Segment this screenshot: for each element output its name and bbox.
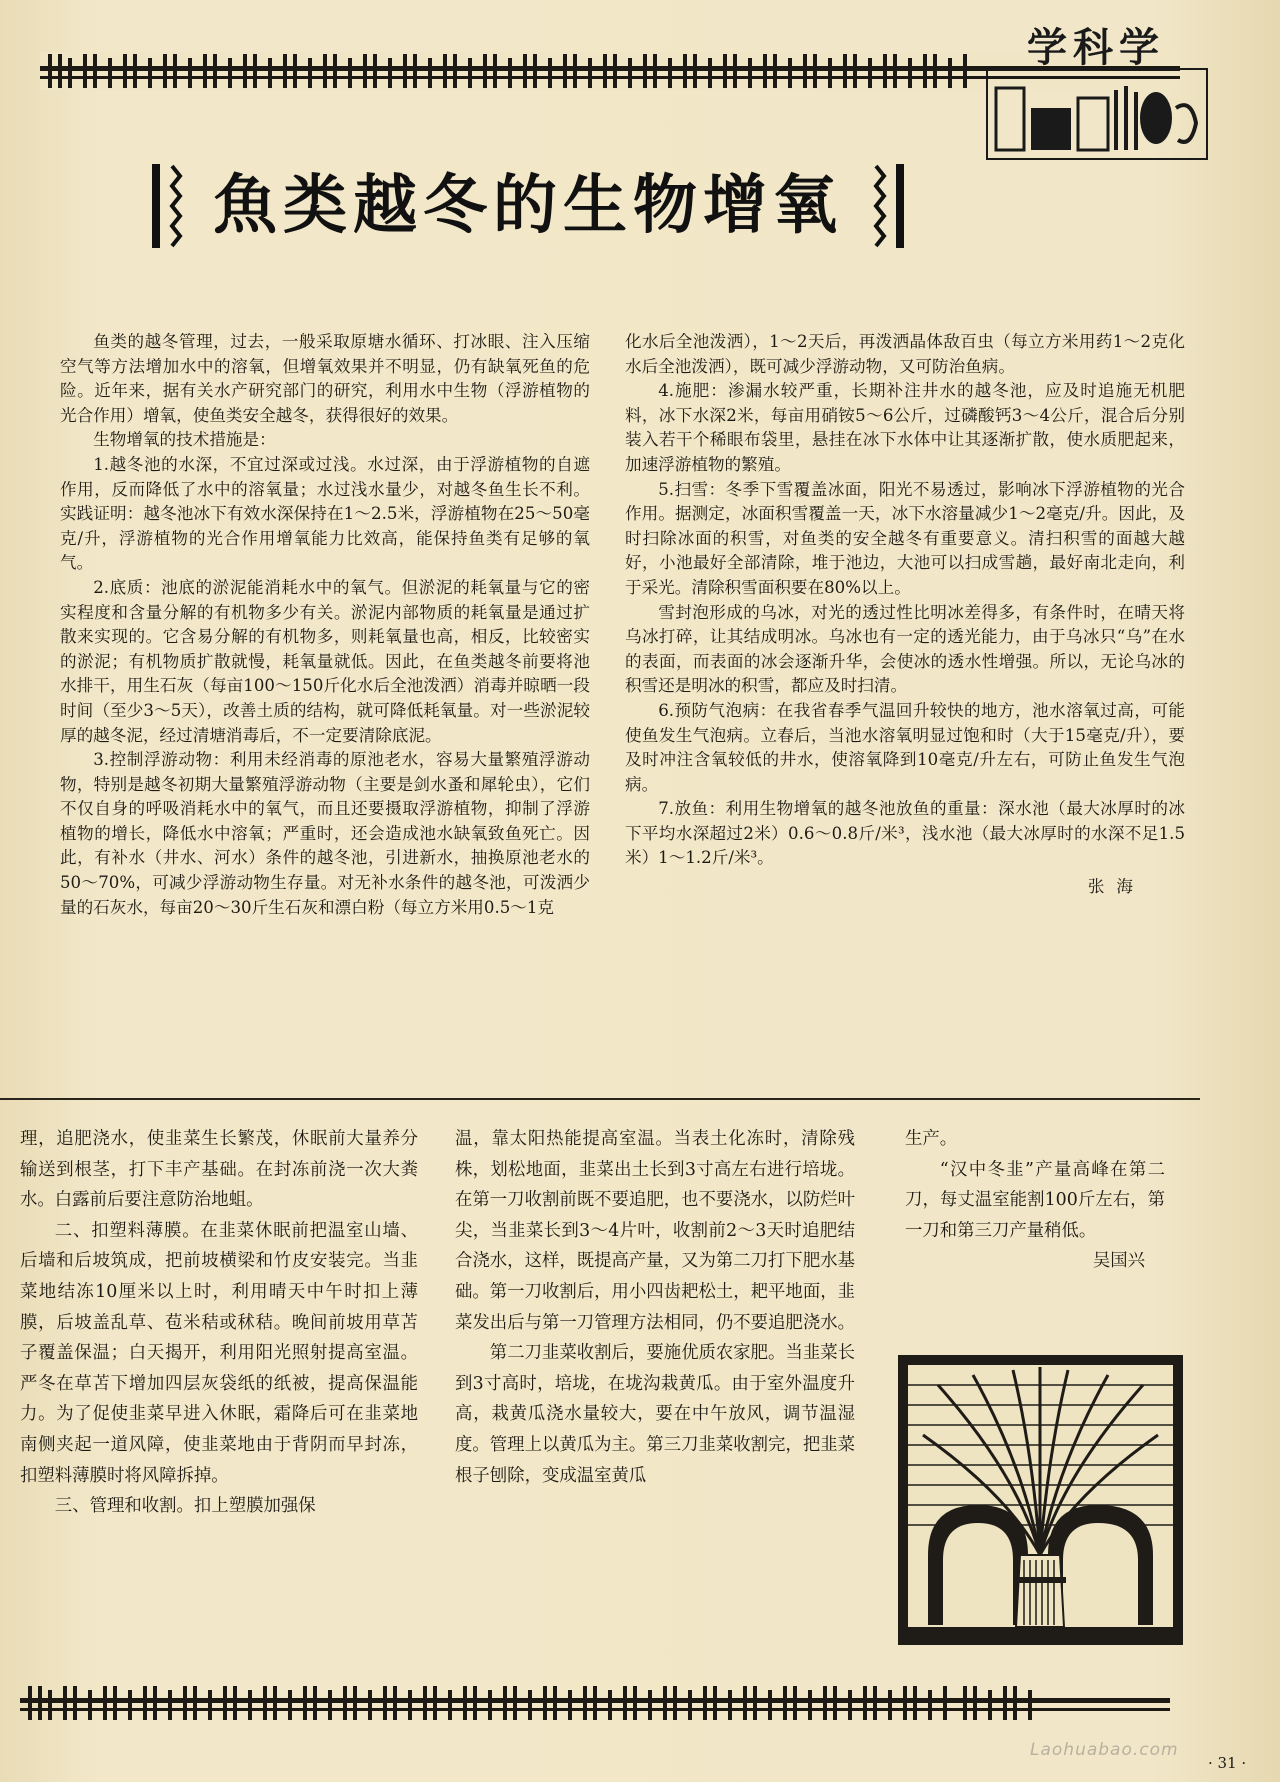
bottom-decorative-border bbox=[20, 1680, 1170, 1726]
section-divider bbox=[0, 1098, 1200, 1100]
article2-column-1 bbox=[20, 1124, 418, 1522]
paragraph: 6.预防气泡病：在我省春季气温回升较快的地方，池水溶氧过高，可能使鱼发生气泡病。立春后，当池水溶氧明显过饱和时（大于15毫克/升），要及时冲注含氧较低的井水，使溶氧降到10毫克/升左右，可防止鱼发生气泡病。 bbox=[625, 700, 1185, 794]
column-logo-illustration bbox=[986, 68, 1208, 160]
paragraph: 1.越冬池的水深，不宜过深或过浅。水过深，由于浮游植物的自遮作用，反而降低了水中的溶氧量；水过浅水量少，对越冬鱼生长不利。实践证明：越冬池冰下有效水深保持在1～2.5米，浮游植物在25～50毫克/升，浮游植物的光合作用增氧能力比效高，能保持鱼类有足够的氧气。 bbox=[60, 454, 590, 573]
watermark: Laohuabao.com bbox=[1030, 1740, 1179, 1760]
paragraph: 生产。 bbox=[905, 1129, 958, 1149]
paragraph: 温，靠太阳热能提高室温。当表土化冻时，清除残株，划松地面，韭菜出土长到3寸高左右进行培垅。在第一刀收割前既不要追肥，也不要浇水，以防烂叶尖，当韭菜长到3～4片叶，收割前2～3天时追肥结合浇水，这样，既提高产量，又为第二刀打下肥水基础。第一刀收割后，用小四齿耙松土，耙平地面，韭菜发出后与第一刀管理方法相同，仍不要追肥浇水。 bbox=[455, 1129, 855, 1333]
paragraph: 生物增氧的技术措施是： bbox=[93, 430, 276, 450]
page-number: · 31 · bbox=[1208, 1754, 1247, 1772]
paragraph: 鱼类的越冬管理，过去，一般采取原塘水循环、打冰眼、注入压缩空气等方法增加水中的溶氧，但增氧效果并不明显，仍有缺氧死鱼的危险。近年来，据有关水产研究部门的研究，利用水中生物（浮游植物的光合作用）增氧，使鱼类安全越冬，获得很好的效果。 bbox=[60, 332, 590, 425]
column-logo-title: 学科学 bbox=[1027, 24, 1165, 71]
headline-left-ornament bbox=[148, 162, 188, 250]
paragraph: 化水后全池泼洒），1～2天后，再泼洒晶体敌百虫（每立方米用药1～2克化水后全池泼洒），既可减少浮游动物，又可防治鱼病。 bbox=[625, 332, 1185, 376]
article1-right-column bbox=[625, 330, 1185, 900]
leek-bundle-illustration bbox=[898, 1355, 1183, 1645]
paragraph: 2.底质：池底的淤泥能消耗水中的氧气。但淤泥的耗氧量与它的密实程度和含量分解的有机物多少有关。淤泥内部物质的耗氧量是通过扩散来实现的。它含易分解的有机物多，则耗氧量也高，相反，比较密实的淤泥；有机物质扩散就慢，耗氧量就低。因此，在鱼类越冬前要将池水排干，用生石灰（每亩100～150斤化水后全池泼洒）消毒并晾晒一段时间（至少3～5天），改善土质的结构，就可降低耗氧量。对一些淤泥较厚的越冬泥，经过清塘消毒后，不一定要清除底泥。 bbox=[60, 577, 590, 745]
paragraph: 5.扫雪：冬季下雪覆盖冰面，阳光不易透过，影响冰下浮游植物的光合作用。据测定，冰面积雪覆盖一天，冰下水溶量减少1～2毫克/升。因此，及时扫除冰面的积雪，对鱼类的安全越冬有重要意义。清扫积雪的面越大越好，小池最好全部清除，堆于池边，大池可以扫成雪趟，最好南北走向，利于采光。清除积雪面积要在80%以上。 bbox=[625, 479, 1185, 597]
paragraph: 第二刀韭菜收割后，要施优质农家肥。当韭菜长到3寸高时，培垅，在垅沟栽黄瓜。由于室外温度升高，栽黄瓜浇水量较大，要在中午放风，调节温湿度。管理上以黄瓜为主。第三刀韭菜收割完，把韭菜根子刨除，变成温室黄瓜 bbox=[455, 1343, 856, 1486]
paragraph: 雪封泡形成的乌冰，对光的透过性比明冰差得多，有条件时，在晴天将乌冰打碎，让其结成明冰。乌冰也有一定的透光能力，由于乌冰只“乌”在水的表面，而表面的冰会逐渐升华，会使冰的透水性增强。所以，无论乌冰的积雪还是明冰的积雪，都应及时扫清。 bbox=[625, 602, 1185, 696]
paragraph: 三、管理和收割。扣上塑膜加强保 bbox=[54, 1496, 316, 1517]
column-logo bbox=[982, 6, 1210, 162]
article-title: 魚类越冬的生物增氧 bbox=[213, 168, 843, 243]
paragraph: 3.控制浮游动物：利用未经消毒的原池老水，容易大量繁殖浮游动物，特别是越冬初期大量繁殖浮游动物（主要是剑水蚤和犀轮虫），它们不仅自身的呼吸消耗水中的氧气，而且还要摄取浮游植物，抑制了浮游植物的增长，降低水中溶氧；严重时，还会造成池水缺氧致鱼死亡。因此，有补水（井水、河水）条件的越冬池，引进新水，抽换原池老水的50～70%，可减少浮游动物生存量。对无补水条件的越冬池，可泼洒少量的石灰水，每亩20～30斤生石灰和漂白粉（每立方米用0.5～1克 bbox=[60, 750, 590, 917]
paragraph: 7.放鱼：利用生物增氧的越冬池放鱼的重量：深水池（最大冰厚时的冰下平均水深超过2米）0.6～0.8斤/米³，浅水池（最大冰厚时的水深不足1.5米）1～1.2斤/米³。 bbox=[625, 799, 1185, 868]
paragraph: 理，追肥浇水，使韭菜生长繁茂，休眠前大量养分输送到根茎，打下丰产基础。在封冻前浇一次大粪水。白露前后要注意防治地蛆。 bbox=[20, 1129, 418, 1211]
article1-left-column bbox=[60, 330, 590, 920]
article2-column-3 bbox=[905, 1124, 1165, 1277]
headline-right-ornament bbox=[868, 162, 908, 250]
article2-column-2 bbox=[455, 1124, 855, 1491]
paragraph: 4.施肥：渗漏水较严重，长期补注井水的越冬池，应及时追施无机肥料，冰下水深2米，每亩用硝铵5～6公斤，过磷酸钙3～4公斤，混合后分别装入若干个稀眼布袋里，悬挂在冰下水体中让其逐渐扩散，使水质肥起来，加速浮游植物的繁殖。 bbox=[625, 381, 1185, 474]
article2-author: 吴国兴 bbox=[1092, 1251, 1145, 1272]
article1-author: 张海 bbox=[1087, 877, 1145, 897]
paragraph: “汉中冬韭”产量高峰在第二刀，每丈温室能割100斤左右，第一刀和第三刀产量稍低。 bbox=[905, 1159, 1165, 1241]
paragraph: 二、扣塑料薄膜。在韭菜休眠前把温室山墙、后墙和后坡筑成，把前坡横梁和竹皮安装完。当韭菜地结冻10厘米以上时，利用晴天中午时扣上薄膜，后坡盖乱草、苞米秸或秫秸。晚间前坡用草苫子覆盖保温；白天揭开，利用阳光照射提高室温。严冬在草苫下增加四层灰袋纸的纸被，提高保温能力。为了促使韭菜早进入休眠，霜降后可在韭菜地南侧夹起一道风障，使韭菜地由于背阴而早封冻，扣塑料薄膜时将风障拆掉。 bbox=[20, 1220, 418, 1486]
article-headline-block bbox=[148, 156, 908, 256]
